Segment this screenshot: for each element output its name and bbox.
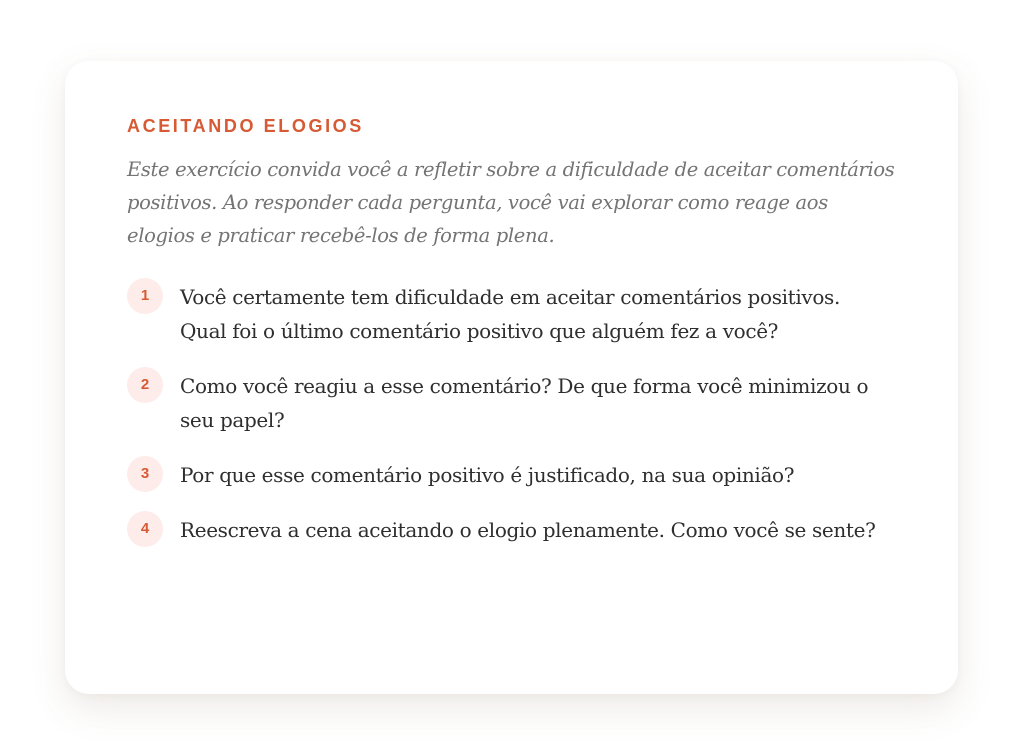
question-text: Você certamente tem dificuldade em aceitar comentários positivos. Qual foi o último comentário positivo que alguém fez a você?: [180, 285, 840, 343]
question-item: [127, 519, 896, 553]
question-item: [127, 286, 896, 354]
question-number-badge: 4: [127, 511, 163, 547]
question-text: Por que esse comentário positivo é justificado, na sua opinião?: [180, 463, 795, 487]
question-item: [127, 464, 896, 498]
exercise-title: ACEITANDO ELOGIOS: [127, 116, 364, 136]
question-list: [127, 286, 896, 553]
question-item: [127, 375, 896, 443]
question-number-badge: 1: [127, 278, 163, 314]
question-number-badge: 2: [127, 367, 163, 403]
question-number-badge: 3: [127, 456, 163, 492]
question-text: Reescreva a cena aceitando o elogio plenamente. Como você se sente?: [180, 518, 876, 542]
exercise-intro: Este exercício convida você a refletir sobre a dificuldade de aceitar comentários positivos. Ao responder cada pergunta, você vai explorar como reage aos elogios e praticar recebê-los de forma plena.: [127, 158, 895, 247]
exercise-card: [65, 61, 958, 694]
question-text: Como você reagiu a esse comentário? De que forma você minimizou o seu papel?: [180, 374, 869, 432]
